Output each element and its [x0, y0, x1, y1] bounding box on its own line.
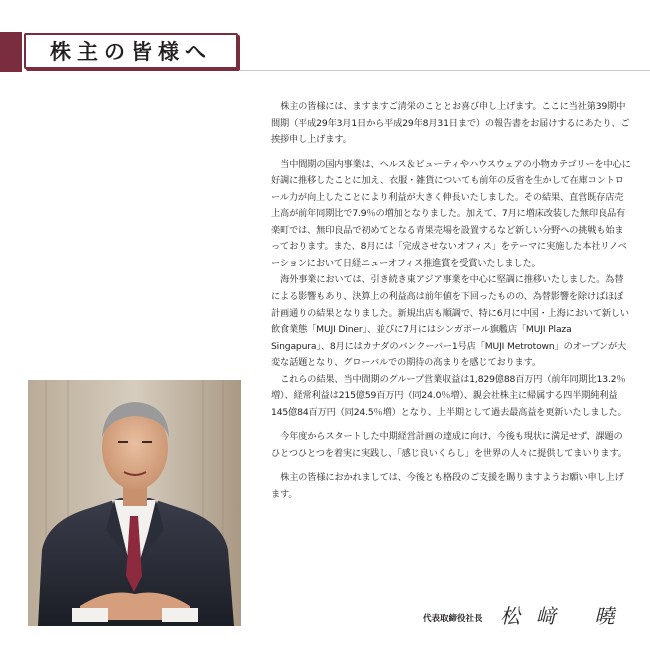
header-accent-bar — [0, 32, 22, 72]
letter-paragraph-intro: 株主の皆様には、ますますご清栄のこととお喜び申し上げます。ここに当社第39期中間期（平成29年3月1日から平成29年8月31日まで）の報告書をお届けするにあたり、ご挨拶申し上げます。 — [271, 101, 630, 146]
letter-paragraph-results: これらの結果、当中間期のグループ営業収益は1,829億88百万円（前年同期比13.2％増）、経常利益は215億59百万円（同24.0％増）、親会社株主に帰属する四半期純利益145億84百万円（同24.5％増）となり、上半期として過去最高益を更新いたしました。 — [271, 373, 627, 418]
letter-paragraph-overseas: 海外事業においては、引き続き東アジア事業を中心に堅調に推移いたしました。為替による影響もあり、決算上の利益高は前年値を下回ったものの、為替影響を除けばほぼ計画通りの結果となりました。新規出店も順調で、特に6月に中国・上海において新しい飲食業態「MUJI Diner」、並びに7月にはシンガポール旗艦店「MUJI Plaza Singapura」、8月にはカナダのバンクーバー1号店「MUJI Metrotown」のオープンが大変な話題となり、グローバルでの期待の高まりを感じております。 — [271, 274, 629, 369]
header-rule — [240, 70, 650, 71]
signature-name: 松﨑 曉 — [500, 604, 631, 628]
president-portrait-image — [28, 380, 241, 626]
page-title: 株主の皆様へ — [50, 40, 212, 64]
signature-title: 代表取締役社長 — [423, 614, 483, 624]
letter-paragraph-domestic: 当中間期の国内事業は、ヘルス＆ビューティやハウスウェアの小物カテゴリーを中心に好調に推移したことに加え、衣服・雑貨についても前年の反省を生かして在庫コントロール力が向上したことにより利益が大きく伸長いたしました。その結果、直営既存店売上高が前年同期比で7.9％の増加となりました。加えて、7月に増床改装した無印良品有楽町では、無印良品で初めてとなる青果売場を設置するなど新しい分野への挑戦も始まっております。また、8月には「完成させないオフィス」をテーマに実施した本社リノベーションにおいて日経ニューオフィス推進賞を受賞いたしました。 — [271, 158, 631, 269]
letter-paragraph-closing: 株主の皆様におかれましては、今後とも格段のご支援を賜りますようお願い申し上げます。 — [271, 472, 624, 501]
letter-paragraph-plan: 今年度からスタートした中期経営計画の達成に向け、今後も現状に満足せず、課題のひとつひとつを着実に実践し、「感じ良いくらし」を世界の人々に提供してまいります。 — [271, 431, 627, 459]
greeting-letter — [271, 99, 631, 504]
